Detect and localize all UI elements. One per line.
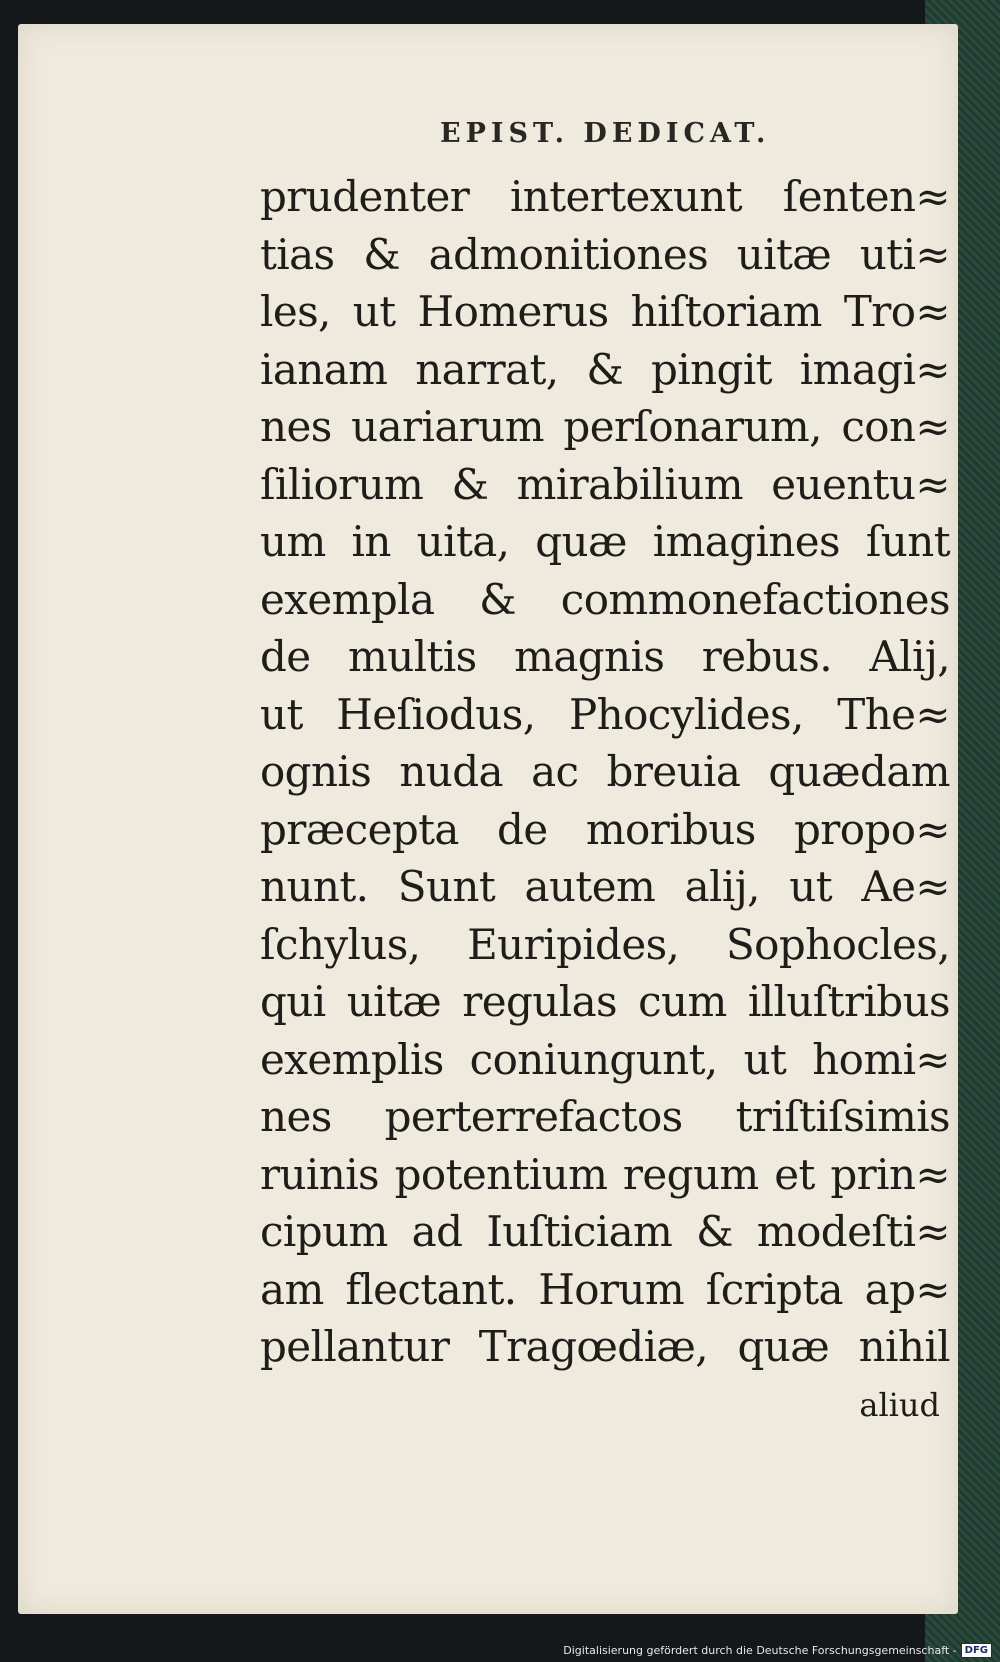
text-line: ianam narrat, & pingit imagi≈ [260, 344, 950, 394]
text-line: præcepta de moribus propo≈ [260, 804, 950, 854]
text-line: ſiliorum & mirabilium euentu≈ [260, 459, 950, 509]
text-line: exempla & commonefactiones [260, 574, 950, 624]
text-line: pellantur Tragœdiæ, quæ nihil [260, 1322, 950, 1371]
text-line: nes perterrefactos triſtiſsimis [260, 1092, 950, 1141]
catchword: aliud [859, 1386, 940, 1424]
text-line: qui uitæ regulas cum illuſtribus [260, 977, 950, 1026]
running-header: EPIST. DEDICAT. [440, 118, 771, 149]
text-block [260, 168, 950, 1376]
text-line: nunt. Sunt autem alij, ut Ae≈ [260, 862, 950, 911]
credit-text: Digitalisierung gefördert durch die Deutsche Forschungsgemeinschaft - [563, 1644, 957, 1657]
text-line: cipum ad Iuſticiam & modeſti≈ [260, 1207, 950, 1256]
text-line: ut Heſiodus, Phocylides, The≈ [260, 689, 950, 739]
text-line: les, ut Homerus hiſtoriam Tro≈ [260, 287, 950, 336]
text-line: nes uariarum perſonarum, con≈ [260, 402, 950, 451]
text-line: ruinis potentium regum et prin≈ [260, 1149, 950, 1199]
text-line: um in uita, quæ imagines ſunt [260, 517, 950, 566]
digitization-credit [563, 1643, 992, 1658]
text-line: ognis nuda ac breuia quædam [260, 747, 950, 796]
text-line: de multis magnis rebus. Alij, [260, 632, 950, 681]
text-line: exemplis coniungunt, ut homi≈ [260, 1034, 950, 1084]
text-line: am flectant. Horum ſcripta ap≈ [260, 1264, 950, 1314]
text-line: prudenter intertexunt ſenten≈ [260, 172, 950, 221]
text-line: tias & admonitiones uitæ uti≈ [260, 229, 950, 279]
text-line: ſchylus, Euripides, Sophocles, [260, 919, 950, 969]
dfg-logo: DFG [961, 1643, 992, 1658]
